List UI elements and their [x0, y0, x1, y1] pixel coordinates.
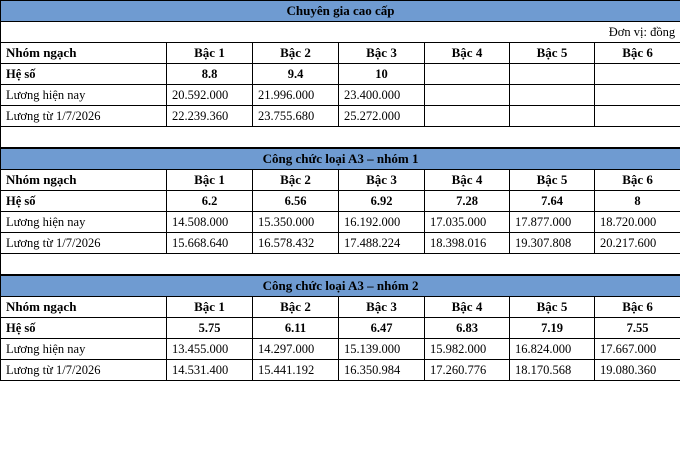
column-header-bac2: Bậc 2: [253, 297, 339, 318]
cell-coefficient-bac1: 6.2: [167, 191, 253, 212]
column-header-bac1: Bậc 1: [167, 297, 253, 318]
section-spacer-0: [1, 127, 680, 148]
column-header-bac4: Bậc 4: [425, 297, 510, 318]
row-label-coefficient: Hệ số: [1, 64, 167, 85]
cell-current-bac5: 16.824.000: [510, 339, 595, 360]
column-header-bac6: Bậc 6: [595, 43, 680, 64]
cell-coefficient-bac5: 7.19: [510, 318, 595, 339]
column-header-bac3: Bậc 3: [339, 43, 425, 64]
cell-future-bac3: 25.272.000: [339, 106, 425, 127]
cell-current-bac3: 15.139.000: [339, 339, 425, 360]
row-label-coefficient: Hệ số: [1, 318, 167, 339]
section-table-2: [0, 275, 680, 381]
cell-current-bac4: 17.035.000: [425, 212, 510, 233]
column-header-bac5: Bậc 5: [510, 43, 595, 64]
column-header-group: Nhóm ngạch: [1, 297, 167, 318]
future-salary-row-2: [1, 360, 680, 381]
column-header-bac3: Bậc 3: [339, 170, 425, 191]
cell-current-bac6: 18.720.000: [595, 212, 680, 233]
cell-current-bac2: 15.350.000: [253, 212, 339, 233]
row-label-coefficient: Hệ số: [1, 191, 167, 212]
current-salary-row-1: [1, 212, 680, 233]
column-header-group: Nhóm ngạch: [1, 43, 167, 64]
cell-coefficient-bac1: 5.75: [167, 318, 253, 339]
cell-future-bac6: [595, 106, 680, 127]
column-header-row-2: [1, 297, 680, 318]
column-header-bac1: Bậc 1: [167, 170, 253, 191]
section-title-0: Chuyên gia cao cấp: [1, 1, 680, 22]
column-header-bac5: Bậc 5: [510, 170, 595, 191]
section-title-row-2: [1, 276, 680, 297]
cell-future-bac6: 20.217.600: [595, 233, 680, 254]
column-header-bac4: Bậc 4: [425, 170, 510, 191]
cell-coefficient-bac5: 7.64: [510, 191, 595, 212]
cell-future-bac6: 19.080.360: [595, 360, 680, 381]
cell-current-bac5: 17.877.000: [510, 212, 595, 233]
cell-coefficient-bac2: 9.4: [253, 64, 339, 85]
unit-note-row: [1, 22, 680, 43]
cell-future-bac1: 14.531.400: [167, 360, 253, 381]
cell-current-bac4: 15.982.000: [425, 339, 510, 360]
row-label-future-salary: Lương từ 1/7/2026: [1, 106, 167, 127]
column-header-bac4: Bậc 4: [425, 43, 510, 64]
cell-future-bac5: 19.307.808: [510, 233, 595, 254]
cell-future-bac4: 17.260.776: [425, 360, 510, 381]
cell-current-bac3: 16.192.000: [339, 212, 425, 233]
section-table-1: [0, 148, 680, 275]
section-table-0: [0, 0, 680, 148]
cell-future-bac5: 18.170.568: [510, 360, 595, 381]
current-salary-row-0: [1, 85, 680, 106]
row-label-future-salary: Lương từ 1/7/2026: [1, 233, 167, 254]
cell-future-bac4: 18.398.016: [425, 233, 510, 254]
cell-coefficient-bac6: [595, 64, 680, 85]
cell-coefficient-bac4: 6.83: [425, 318, 510, 339]
section-title-row-0: [1, 1, 680, 22]
cell-coefficient-bac3: 6.92: [339, 191, 425, 212]
cell-coefficient-bac4: [425, 64, 510, 85]
column-header-bac3: Bậc 3: [339, 297, 425, 318]
cell-future-bac3: 17.488.224: [339, 233, 425, 254]
cell-coefficient-bac6: 7.55: [595, 318, 680, 339]
unit-note: Đơn vị: đồng: [1, 22, 680, 43]
cell-current-bac5: [510, 85, 595, 106]
row-label-future-salary: Lương từ 1/7/2026: [1, 360, 167, 381]
row-label-current-salary: Lương hiện nay: [1, 212, 167, 233]
column-header-bac6: Bậc 6: [595, 170, 680, 191]
cell-future-bac2: 15.441.192: [253, 360, 339, 381]
section-title-row-1: [1, 149, 680, 170]
current-salary-row-2: [1, 339, 680, 360]
section-spacer-1: [1, 254, 680, 275]
column-header-bac2: Bậc 2: [253, 43, 339, 64]
cell-future-bac3: 16.350.984: [339, 360, 425, 381]
cell-future-bac2: 16.578.432: [253, 233, 339, 254]
column-header-group: Nhóm ngạch: [1, 170, 167, 191]
cell-future-bac2: 23.755.680: [253, 106, 339, 127]
column-header-row-1: [1, 170, 680, 191]
cell-future-bac5: [510, 106, 595, 127]
cell-coefficient-bac4: 7.28: [425, 191, 510, 212]
cell-current-bac2: 21.996.000: [253, 85, 339, 106]
column-header-row-0: [1, 43, 680, 64]
cell-current-bac1: 14.508.000: [167, 212, 253, 233]
row-label-current-salary: Lương hiện nay: [1, 85, 167, 106]
cell-current-bac1: 13.455.000: [167, 339, 253, 360]
cell-current-bac1: 20.592.000: [167, 85, 253, 106]
section-title-2: Công chức loại A3 – nhóm 2: [1, 276, 680, 297]
cell-coefficient-bac5: [510, 64, 595, 85]
column-header-bac2: Bậc 2: [253, 170, 339, 191]
cell-future-bac4: [425, 106, 510, 127]
coefficient-row-2: [1, 318, 680, 339]
column-header-bac6: Bậc 6: [595, 297, 680, 318]
cell-coefficient-bac2: 6.11: [253, 318, 339, 339]
row-label-current-salary: Lương hiện nay: [1, 339, 167, 360]
cell-future-bac1: 22.239.360: [167, 106, 253, 127]
cell-future-bac1: 15.668.640: [167, 233, 253, 254]
cell-current-bac2: 14.297.000: [253, 339, 339, 360]
coefficient-row-0: [1, 64, 680, 85]
cell-current-bac6: 17.667.000: [595, 339, 680, 360]
cell-coefficient-bac1: 8.8: [167, 64, 253, 85]
cell-current-bac6: [595, 85, 680, 106]
future-salary-row-0: [1, 106, 680, 127]
cell-coefficient-bac3: 10: [339, 64, 425, 85]
column-header-bac1: Bậc 1: [167, 43, 253, 64]
future-salary-row-1: [1, 233, 680, 254]
coefficient-row-1: [1, 191, 680, 212]
cell-current-bac3: 23.400.000: [339, 85, 425, 106]
cell-coefficient-bac3: 6.47: [339, 318, 425, 339]
cell-current-bac4: [425, 85, 510, 106]
cell-coefficient-bac2: 6.56: [253, 191, 339, 212]
cell-coefficient-bac6: 8: [595, 191, 680, 212]
column-header-bac5: Bậc 5: [510, 297, 595, 318]
section-title-1: Công chức loại A3 – nhóm 1: [1, 149, 680, 170]
